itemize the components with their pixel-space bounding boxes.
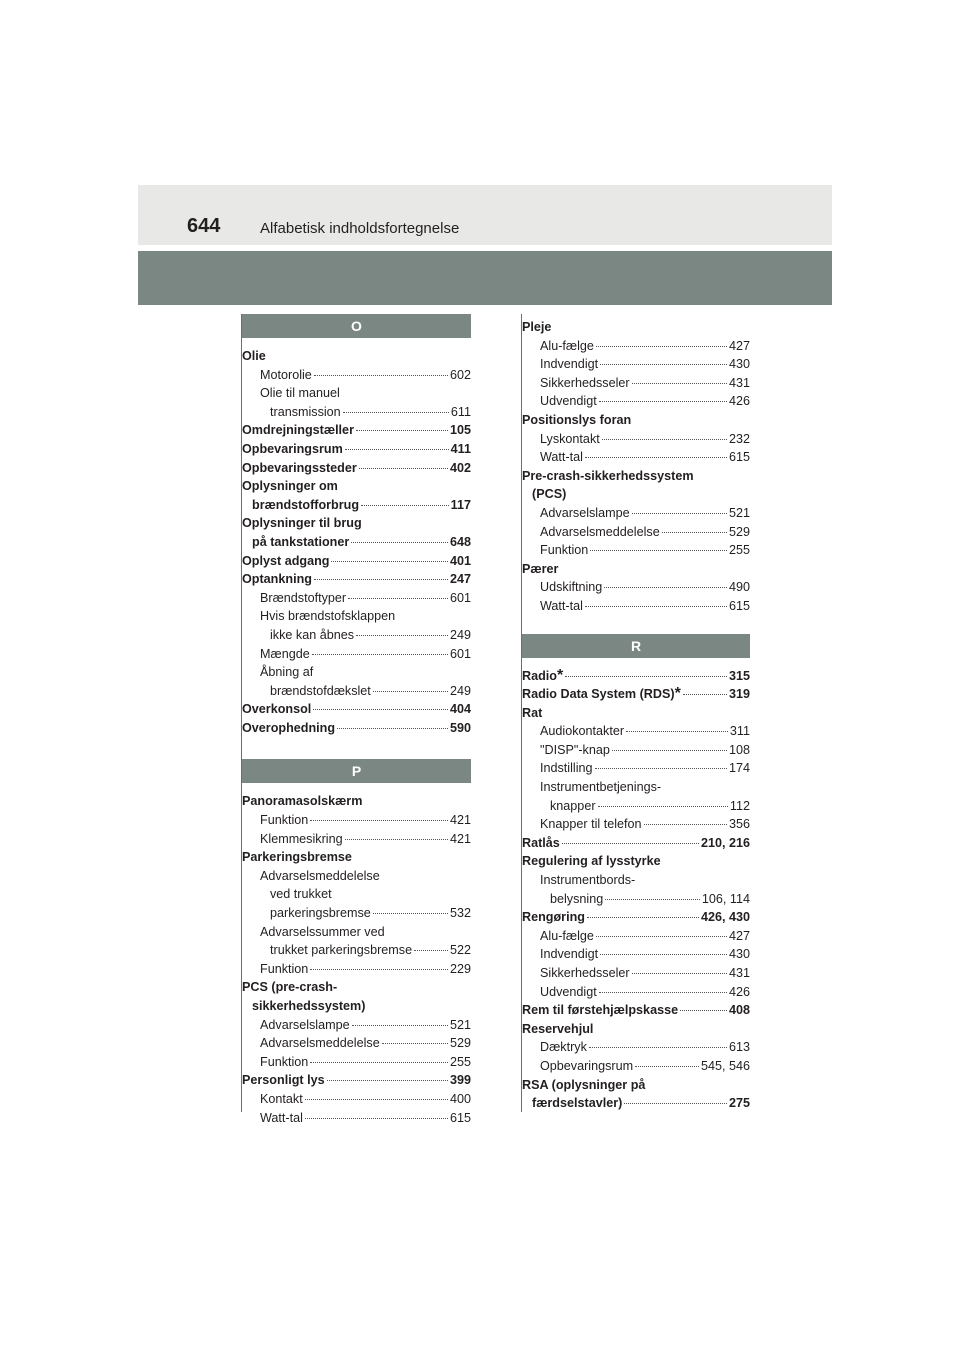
dot-leader <box>356 635 448 636</box>
dot-leader <box>310 820 448 821</box>
index-entry <box>242 792 471 811</box>
index-entry <box>522 852 750 871</box>
dot-leader <box>331 561 448 562</box>
index-term: RSA (oplysninger på <box>522 1077 646 1092</box>
page-reference: 611 <box>450 404 471 419</box>
page-reference: 255 <box>728 543 750 558</box>
index-entry <box>522 759 750 778</box>
index-entry <box>242 1034 471 1053</box>
index-entry <box>242 1109 471 1128</box>
dot-leader <box>345 449 449 450</box>
index-entry <box>242 607 471 626</box>
header-bar <box>138 251 832 305</box>
index-term: Lyskontakt <box>540 431 600 446</box>
index-term: Pærer <box>522 561 559 576</box>
index-entry <box>242 997 471 1016</box>
index-term: Funktion <box>260 1054 309 1069</box>
section-header-p: P <box>242 759 471 783</box>
dot-leader <box>312 654 448 655</box>
header-band <box>138 185 832 245</box>
page-reference: 106, 114 <box>701 891 750 906</box>
index-entry <box>242 719 471 738</box>
dot-leader <box>565 676 727 677</box>
dot-leader <box>373 691 448 692</box>
index-entry <box>522 704 750 723</box>
page-reference: 615 <box>728 450 750 465</box>
index-term: Opbevaringsrum <box>540 1058 634 1073</box>
page-reference: 117 <box>450 497 471 512</box>
index-term: Funktion <box>260 961 309 976</box>
dot-leader <box>305 1099 448 1100</box>
dot-leader <box>602 439 727 440</box>
page-reference: 402 <box>449 460 471 475</box>
index-term: transmission <box>270 404 341 419</box>
index-entry <box>522 430 750 449</box>
dot-leader <box>600 364 727 365</box>
page-reference: 426 <box>728 984 750 999</box>
page-reference: 311 <box>729 724 750 739</box>
page-reference: 427 <box>728 338 750 353</box>
index-entry <box>242 848 471 867</box>
index-entry <box>522 541 750 560</box>
dot-leader <box>662 532 727 533</box>
index-entry <box>522 485 750 504</box>
index-entry <box>242 1016 471 1035</box>
index-entry <box>522 1020 750 1039</box>
index-entry <box>522 597 750 616</box>
index-term: Overophedning <box>242 720 336 735</box>
dot-leader <box>626 731 728 732</box>
index-entry: Radio Data System (RDS) * 319 <box>522 685 750 703</box>
index-entry <box>522 560 750 579</box>
page-reference: 315 <box>728 668 750 683</box>
index-entry <box>522 337 750 356</box>
index-term: parkeringsbremse <box>270 906 371 921</box>
page-reference: 590 <box>449 720 471 735</box>
index-term: Positionslys foran <box>522 412 632 427</box>
page-reference: 174 <box>728 761 750 776</box>
index-entry <box>522 871 750 890</box>
page-reference: 430 <box>728 947 750 962</box>
dot-leader <box>612 750 727 751</box>
dot-leader <box>624 1103 727 1104</box>
page-reference: 430 <box>728 357 750 372</box>
index-entry <box>522 722 750 741</box>
index-term: sikkerhedssystem) <box>252 999 366 1013</box>
index-term: ikke kan åbnes <box>270 627 355 642</box>
index-term: ved trukket <box>270 887 332 902</box>
page-reference: 232 <box>728 431 750 446</box>
section-header-o: O <box>242 314 471 338</box>
index-entry: Radio * 315 <box>522 666 750 684</box>
index-entry <box>242 459 471 478</box>
index-entry <box>522 983 750 1002</box>
dot-leader <box>351 542 448 543</box>
index-term: Udvendigt <box>540 394 597 409</box>
page-reference: 356 <box>728 817 750 832</box>
dot-leader <box>356 430 448 431</box>
index-entry <box>522 1094 750 1113</box>
dot-leader <box>605 899 700 900</box>
page-reference: 229 <box>449 961 471 976</box>
index-entry <box>522 392 750 411</box>
dot-leader <box>644 824 727 825</box>
index-entry <box>522 890 750 909</box>
index-term: brændstofforbrug <box>252 497 360 512</box>
index-entry <box>522 834 750 853</box>
page-reference: 210, 216 <box>700 835 750 850</box>
dot-leader <box>310 969 448 970</box>
dot-leader <box>585 457 727 458</box>
page-reference: 105 <box>449 423 471 438</box>
index-term: Radio <box>522 668 557 683</box>
index-term: Alu-fælge <box>540 338 594 353</box>
index-term: Olie til manuel <box>260 386 340 401</box>
index-entry <box>242 403 471 422</box>
index-entry <box>242 663 471 682</box>
index-entry <box>242 811 471 830</box>
index-term: Kontakt <box>260 1091 303 1106</box>
index-term: Radio Data System (RDS) <box>522 687 675 702</box>
page-reference: 545, 546 <box>700 1058 750 1073</box>
index-term: Regulering af lysstyrke <box>522 854 661 869</box>
section-header-r: R <box>522 634 750 658</box>
index-entry <box>242 440 471 459</box>
page-reference: 411 <box>450 441 471 456</box>
page-reference: 112 <box>729 798 750 813</box>
page-reference: 529 <box>449 1036 471 1051</box>
page-title: Alfabetisk indholdsfortegnelse <box>260 220 460 237</box>
index-entry <box>242 533 471 552</box>
index-entry <box>522 945 750 964</box>
dot-leader <box>352 1025 448 1026</box>
page-reference: 421 <box>449 813 471 828</box>
index-term: Olie <box>242 349 266 363</box>
index-term: Ratlås <box>522 835 560 850</box>
index-term: Klemmesikring <box>260 831 343 846</box>
index-term: Panoramasolskærm <box>242 794 363 809</box>
index-entry <box>242 552 471 571</box>
index-entry <box>242 700 471 719</box>
page-reference: 648 <box>449 534 471 549</box>
index-entry <box>522 741 750 760</box>
index-entry <box>242 904 471 923</box>
index-entry <box>242 830 471 849</box>
index-entry <box>522 448 750 467</box>
index-term: Udvendigt <box>540 984 597 999</box>
dot-leader <box>337 728 448 729</box>
index-entry <box>242 885 471 904</box>
index-entry <box>522 927 750 946</box>
index-entry <box>242 960 471 979</box>
page-reference: 601 <box>449 646 471 661</box>
dot-leader <box>314 375 448 376</box>
page-reference: 319 <box>728 687 750 702</box>
dot-leader <box>680 1010 727 1011</box>
index-term: Advarselsmeddelelse <box>260 1036 380 1051</box>
index-term: Instrumentbetjenings- <box>540 780 662 795</box>
dot-leader <box>598 806 728 807</box>
index-term: brændstofdækslet <box>270 683 371 698</box>
index-term: Overkonsol <box>242 702 312 717</box>
index-entry <box>242 978 471 997</box>
dot-leader <box>313 709 448 710</box>
index-entry <box>522 578 750 597</box>
page-reference: 431 <box>728 375 750 390</box>
index-term: Optankning <box>242 572 312 587</box>
index-entry <box>522 504 750 523</box>
index-term: trukket parkeringsbremse <box>270 943 413 958</box>
index-term: Watt-tal <box>260 1110 303 1125</box>
index-entry <box>522 355 750 374</box>
index-entry <box>522 523 750 542</box>
index-term: Indvendigt <box>540 357 599 372</box>
page-reference: 400 <box>449 1091 471 1106</box>
index-term: Udskiftning <box>540 580 603 595</box>
page-reference: 247 <box>449 572 471 587</box>
dot-leader <box>635 1066 699 1067</box>
index-term: Funktion <box>540 543 589 558</box>
index-term: Sikkerhedsseler <box>540 375 630 390</box>
index-entry <box>242 421 471 440</box>
index-entry <box>242 347 471 366</box>
dot-leader <box>345 839 448 840</box>
page-reference: 426, 430 <box>700 910 750 925</box>
dot-leader <box>683 694 727 695</box>
page-reference: 615 <box>728 598 750 613</box>
index-entry <box>242 1071 471 1090</box>
index-term: Hvis brændstofsklappen <box>260 609 396 624</box>
dot-leader <box>359 468 448 469</box>
index-term: Personligt lys <box>242 1073 325 1088</box>
index-term: Indstilling <box>540 761 593 776</box>
index-entry <box>522 815 750 834</box>
index-term: Audiokontakter <box>540 724 625 739</box>
dot-leader <box>587 917 699 918</box>
dot-leader <box>414 950 448 951</box>
page-reference: 522 <box>449 943 471 958</box>
index-term: belysning <box>550 891 604 906</box>
index-term: Rat <box>522 705 543 720</box>
index-term: Sikkerhedsseler <box>540 966 630 980</box>
index-term: Advarselssummer ved <box>260 924 385 939</box>
index-term: Pre-crash-sikkerhedssystem <box>522 468 694 483</box>
index-term: Alu-fælge <box>540 928 594 943</box>
dot-leader <box>590 550 727 551</box>
dot-leader <box>604 587 727 588</box>
index-column-left <box>242 314 471 1127</box>
page-reference: 108 <box>728 742 750 757</box>
index-entry <box>242 477 471 496</box>
dot-leader <box>589 1047 727 1048</box>
dot-leader <box>373 913 448 914</box>
dot-leader <box>599 401 727 402</box>
index-entry <box>522 411 750 430</box>
page-reference: 255 <box>449 1054 471 1069</box>
index-entry <box>522 467 750 486</box>
index-term: Watt-tal <box>540 450 583 465</box>
index-entry <box>242 941 471 960</box>
dot-leader <box>596 936 727 937</box>
index-entry <box>242 384 471 403</box>
index-entry <box>242 1090 471 1109</box>
page-reference: 401 <box>449 553 471 568</box>
dot-leader <box>348 598 448 599</box>
index-term: Indvendigt <box>540 947 599 962</box>
index-term: "DISP"-knap <box>540 742 610 757</box>
index-entry <box>522 797 750 816</box>
index-entry <box>242 366 471 385</box>
dot-leader <box>595 768 727 769</box>
page-reference: 532 <box>449 906 471 921</box>
index-term: Rengøring <box>522 910 585 925</box>
dot-leader <box>343 412 449 413</box>
page-reference: 249 <box>449 683 471 698</box>
page-reference: 431 <box>728 966 750 980</box>
index-term: Brændstoftyper <box>260 590 347 605</box>
dot-leader <box>327 1080 448 1081</box>
dot-leader <box>596 346 727 347</box>
page-reference: 275 <box>728 1096 750 1111</box>
page-reference: 521 <box>728 505 750 520</box>
index-term: Mængde <box>260 646 310 661</box>
page-reference: 602 <box>449 367 471 382</box>
index-term: færdselstavler) <box>532 1096 623 1111</box>
page-number: 644 <box>187 215 221 237</box>
index-term: Pleje <box>522 320 552 334</box>
dot-leader <box>632 383 727 384</box>
index-term: Opbevaringssteder <box>242 460 357 475</box>
index-entry <box>242 1053 471 1072</box>
dot-leader <box>585 606 727 607</box>
page-reference: 601 <box>449 590 471 605</box>
index-entry <box>522 1038 750 1057</box>
dot-leader <box>632 513 727 514</box>
index-term: Motorolie <box>260 367 312 382</box>
index-entry <box>522 964 750 983</box>
dot-leader <box>382 1043 448 1044</box>
index-term: Watt-tal <box>540 598 583 613</box>
index-entry <box>242 867 471 886</box>
index-term: Funktion <box>260 813 309 828</box>
index-column-right <box>522 318 750 1113</box>
index-entry <box>242 626 471 645</box>
page-reference: 408 <box>728 1003 750 1018</box>
index-entry <box>522 1076 750 1095</box>
index-entry <box>522 318 750 337</box>
index-term: Oplyst adgang <box>242 553 330 568</box>
index-entry <box>522 908 750 927</box>
index-entry <box>242 645 471 664</box>
index-entry <box>242 570 471 589</box>
page-reference: 427 <box>728 928 750 943</box>
dot-leader <box>562 843 699 844</box>
index-entry <box>522 374 750 393</box>
index-entry <box>242 514 471 533</box>
index-entry <box>522 778 750 797</box>
index-entry <box>522 1001 750 1020</box>
page-reference: 421 <box>449 831 471 846</box>
index-term: Åbning af <box>260 665 314 680</box>
index-term: knapper <box>550 798 596 813</box>
index-entry <box>242 923 471 942</box>
index-entry <box>242 589 471 608</box>
index-term: Dæktryk <box>540 1040 587 1055</box>
page-reference: 613 <box>728 1040 750 1055</box>
index-term: Advarselslampe <box>540 505 630 520</box>
dot-leader <box>600 954 727 955</box>
index-term: Opbevaringsrum <box>242 441 343 456</box>
index-term: PCS (pre-crash- <box>242 980 338 995</box>
index-term: Advarselslampe <box>260 1017 350 1032</box>
page-reference: 521 <box>449 1017 471 1032</box>
index-term: Knapper til telefon <box>540 817 642 832</box>
page-reference: 426 <box>728 394 750 409</box>
page-reference: 529 <box>728 524 750 539</box>
dot-leader <box>361 505 449 506</box>
index-entry <box>522 1057 750 1076</box>
dot-leader <box>310 1062 448 1063</box>
index-term: (PCS) <box>532 487 567 502</box>
index-term: Instrumentbords- <box>540 873 636 888</box>
dot-leader <box>314 579 448 580</box>
index-term: Parkeringsbremse <box>242 850 352 865</box>
index-term: Reservehjul <box>522 1021 594 1036</box>
index-entry <box>242 496 471 515</box>
index-term: Advarselsmeddelelse <box>260 868 380 883</box>
index-term: Advarselsmeddelelse <box>540 524 660 539</box>
index-term: Oplysninger til brug <box>242 516 362 531</box>
page-reference: 490 <box>728 580 750 595</box>
page-reference: 249 <box>449 627 471 642</box>
page-reference: 404 <box>449 702 471 717</box>
dot-leader <box>599 992 727 993</box>
index-term: Omdrejningstæller <box>242 423 354 438</box>
index-term: Oplysninger om <box>242 479 338 494</box>
dot-leader <box>305 1118 448 1119</box>
page-reference: 399 <box>449 1073 471 1088</box>
page-reference: 615 <box>449 1110 471 1125</box>
index-term: på tankstationer <box>252 534 350 549</box>
index-entry <box>242 682 471 701</box>
dot-leader <box>632 973 727 974</box>
index-term: Rem til førstehjælpskasse <box>522 1003 679 1018</box>
